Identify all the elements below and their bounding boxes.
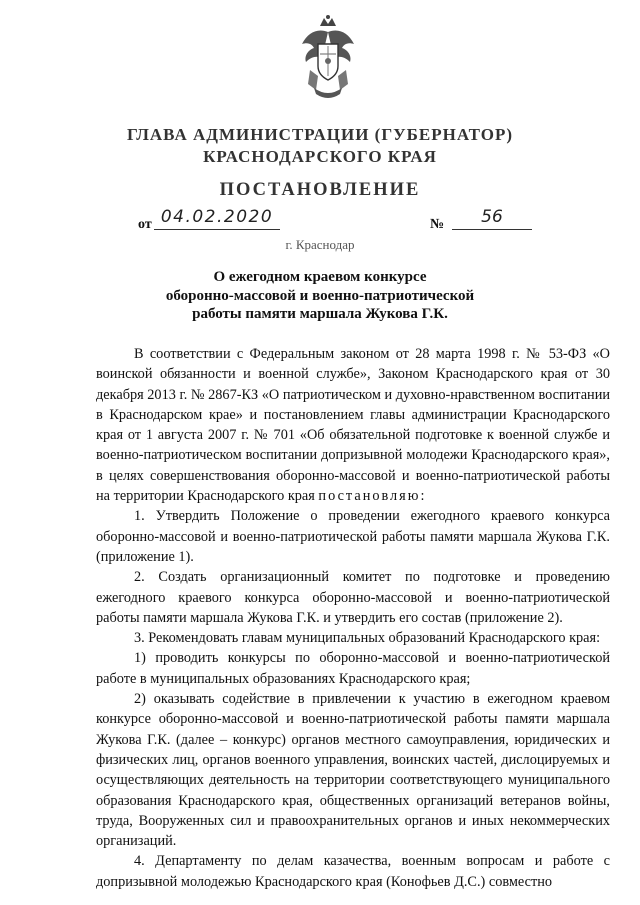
org-title-line1: ГЛАВА АДМИНИСТРАЦИИ (ГУБЕРНАТОР) — [126, 125, 513, 144]
date-prefix: от — [138, 217, 152, 232]
number-prefix: № — [430, 217, 445, 232]
title-line1: О ежегодном краевом конкурсе — [213, 269, 427, 285]
document-type: ПОСТАНОВЛЕНИЕ — [219, 180, 421, 200]
paragraph-item-3-2: 2) оказывать содействие в привлечении к участию в ежегодном краевом конкурсе оборонно-массовой и военно-патриотической работы памяти маршала Жукова Г.К. (далее – конкурс) органов местного самоуправления, юридических и физических лиц, органов военного управления, воинских частей, дислоцируемых и осуществляющих деятельность на территории соответствующего муниципального образования Краснодарского края, общественных организаций ветеранов войны, труда, Вооруженных сил и правоохранительных органов и иных некоммерческих организаций. — [96, 691, 610, 850]
document-number: 56 — [452, 205, 532, 230]
date-number-line — [0, 205, 640, 235]
paragraph-preamble — [96, 344, 610, 506]
city-name: г. Краснодар — [285, 237, 355, 252]
title-line2: оборонно-массовой и военно-патриотической — [165, 287, 475, 304]
document-date: 04.02.2020 — [154, 205, 280, 230]
paragraph-item-3: 3. Рекомендовать главам муниципальных образований Краснодарского края: — [134, 630, 601, 647]
document-title — [0, 268, 640, 324]
paragraph-item-3-1: 1) проводить конкурсы по оборонно-массовой и военно-патриотической работе в муниципальных образованиях Краснодарского края; — [96, 650, 610, 687]
paragraph-item-2: 2. Создать организационный комитет по подготовке и проведению ежегодного краевого конкурса оборонно-массовой и военно-патриотической работы памяти маршала Жукова Г.К. и утвердить его состав (приложение 2). — [96, 569, 610, 626]
preamble-text: В соответствии с Федеральным законом от 28 марта 1998 г. № 53-ФЗ «О воинской обязанности и военной службе», Законом Краснодарского края от 30 декабря 2013 г. № 2867-КЗ «О патриотическом и духовно-нравственном воспитании в Краснодарском крае» и постановлением главы администрации Краснодарского края от 1 августа 2007 г. № 701 «Об обязательной подготовке к военной службе и военно-патриотическом воспитании допризывной молодежи Краснодарского края», в целях совершенствования оборонно-массовой и военно-патриотической работы на территории Краснодарского края — [96, 346, 610, 505]
title-line3: работы памяти маршала Жукова Г.К. — [192, 306, 448, 322]
paragraph-item-4: 4. Департаменту по делам казачества, военным вопросам и работе с допризывной молодежью Краснодарского края (Конофьев Д.С.) совместно — [96, 853, 610, 890]
document-body — [96, 344, 610, 892]
org-title-line2: КРАСНОДАРСКОГО КРАЯ — [203, 147, 437, 166]
coat-of-arms-emblem — [296, 14, 360, 100]
resolution-word: постановляю: — [318, 488, 427, 505]
paragraph-item-1: 1. Утвердить Положение о проведении ежегодного краевого конкурса оборонно-массовой и военно-патриотической работы памяти маршала Жукова Г.К. (приложение 1). — [96, 508, 610, 565]
